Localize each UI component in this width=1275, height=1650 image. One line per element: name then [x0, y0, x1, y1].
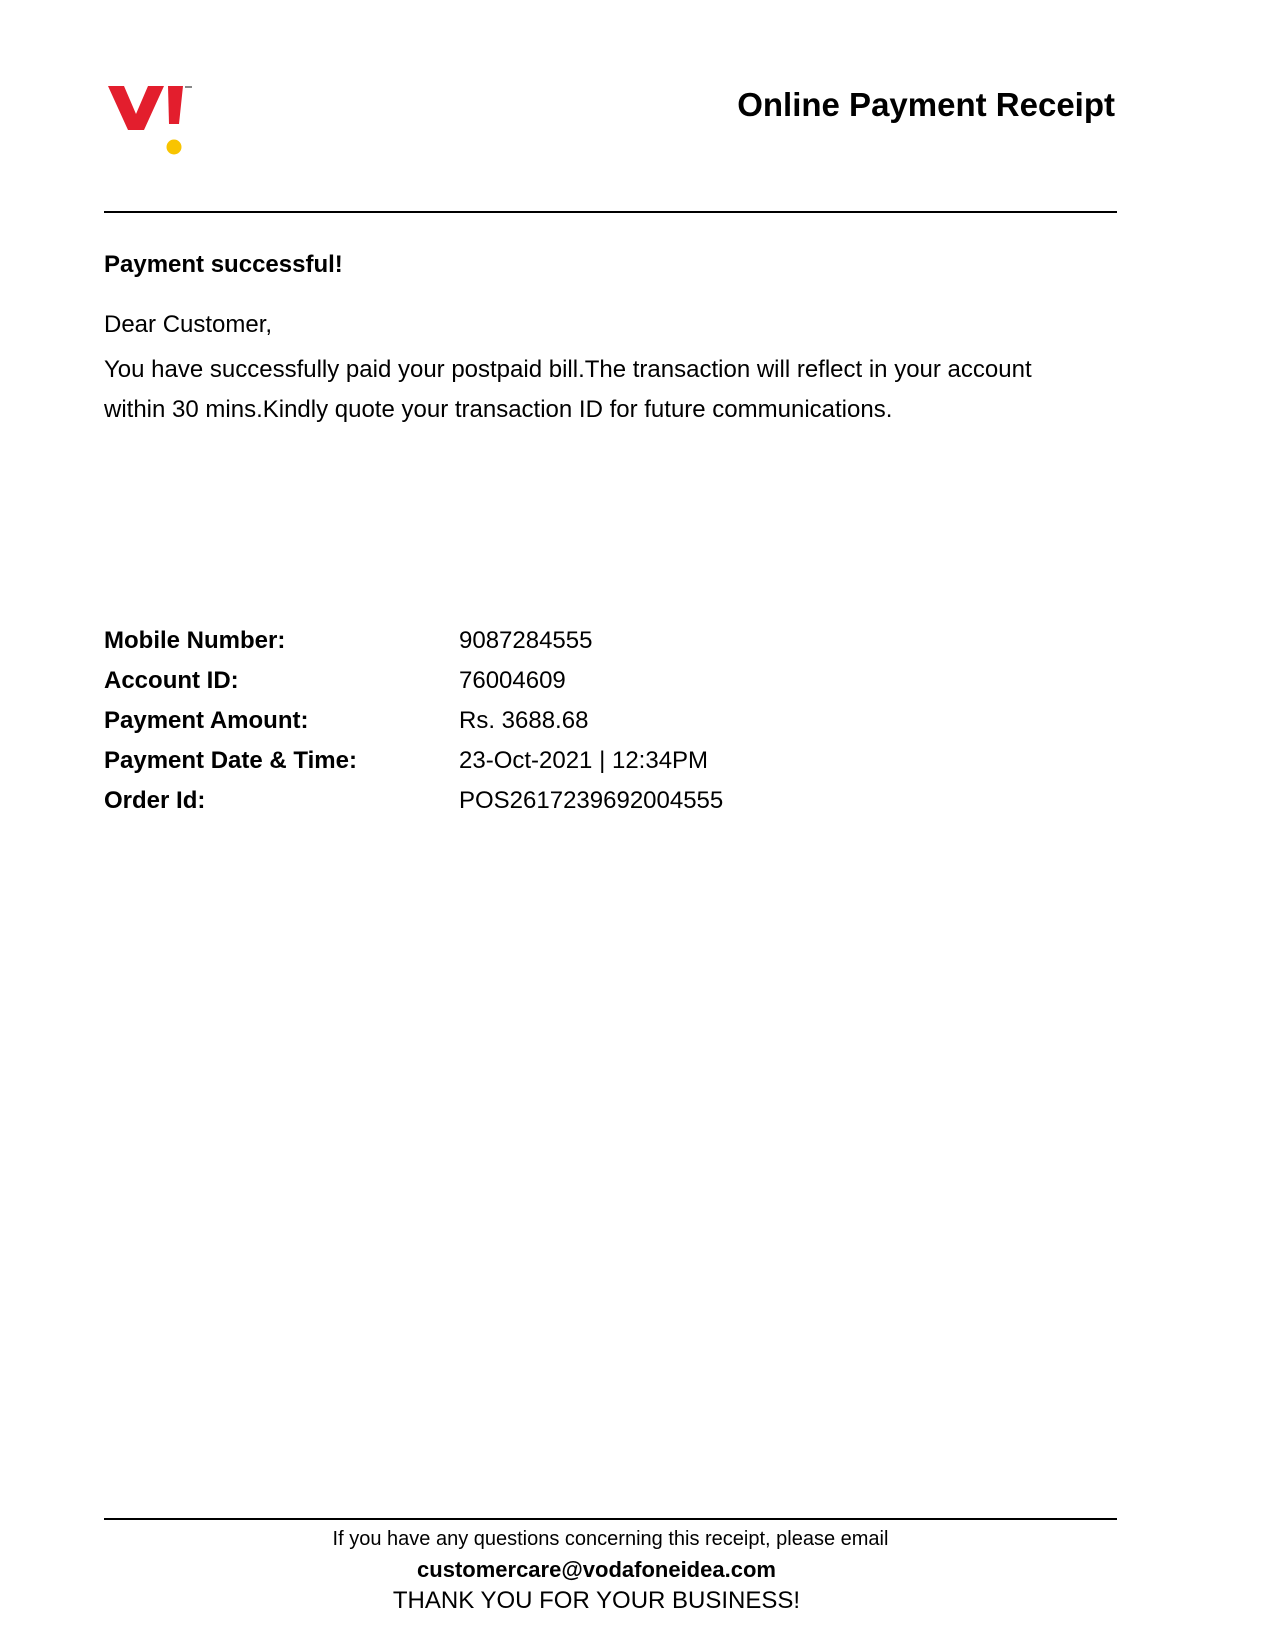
message-line: within 30 mins.Kindly quote your transaction ID for future communications. [104, 396, 893, 423]
detail-label: Mobile Number: [104, 627, 286, 654]
page-title: Online Payment Receipt [737, 86, 1115, 123]
detail-row-account-id [104, 667, 904, 707]
payment-details [104, 627, 904, 827]
support-email-link[interactable]: customercare@vodafoneidea.com [417, 1557, 776, 1582]
detail-value: 9087284555 [459, 627, 593, 654]
greeting-text: Dear Customer, [104, 311, 273, 338]
detail-row-order-id [104, 787, 904, 827]
message-line: You have successfully paid your postpaid bill.The transaction will reflect in your account [104, 356, 1032, 383]
vi-logo-v [108, 86, 164, 130]
confirmation-message [104, 350, 1032, 430]
detail-row-payment-date-time [104, 747, 904, 787]
detail-value: 76004609 [459, 667, 566, 694]
detail-label: Payment Amount: [104, 707, 309, 734]
detail-value: Rs. 3688.68 [459, 707, 589, 734]
detail-label: Account ID: [104, 667, 239, 694]
footer-note: If you have any questions concerning this receipt, please email [332, 1528, 889, 1550]
vi-logo [106, 82, 196, 158]
detail-row-payment-amount [104, 707, 904, 747]
thank-you-text: THANK YOU FOR YOUR BUSINESS! [392, 1587, 801, 1614]
detail-label: Order Id: [104, 787, 206, 814]
header-divider [104, 211, 1117, 213]
detail-value: 23-Oct-2021 | 12:34PM [459, 747, 709, 774]
trademark-mark [185, 86, 192, 88]
vi-logo-dot [167, 140, 182, 155]
vi-logo-i [168, 86, 183, 124]
footer-divider [104, 1518, 1117, 1520]
payment-status-heading: Payment successful! [104, 251, 343, 278]
detail-row-mobile-number [104, 627, 904, 667]
detail-label: Payment Date & Time: [104, 747, 357, 774]
detail-value: POS2617239692004555 [459, 787, 724, 814]
